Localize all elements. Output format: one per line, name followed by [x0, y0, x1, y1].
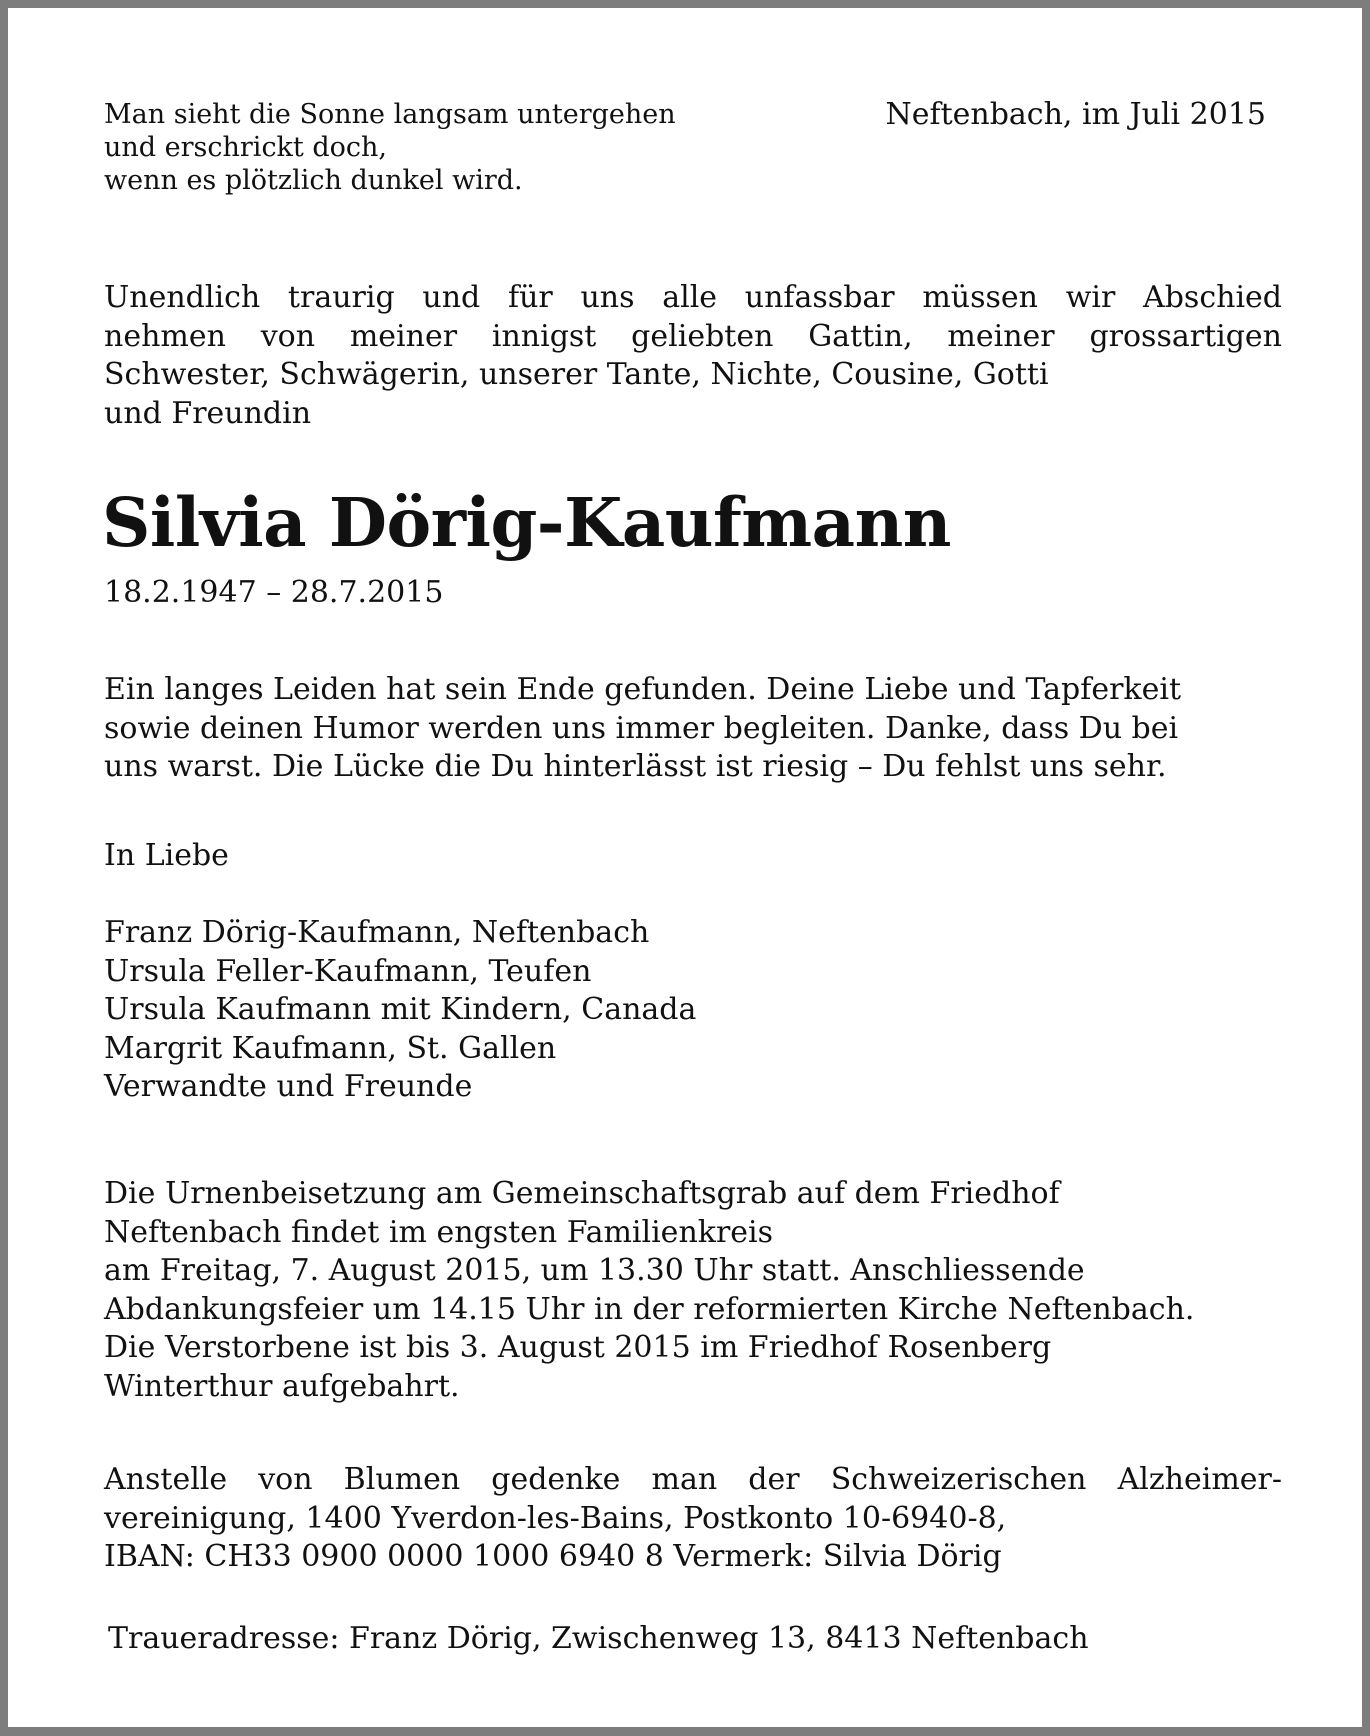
deceased-name: Silvia Dörig-Kaufmann [102, 483, 952, 562]
intro-paragraph [104, 279, 1282, 433]
burial-line: Abdankungsfeier um 14.15 Uhr in der reformierten Kirche Neftenbach. [104, 1291, 1195, 1327]
message-line: Ein langes Leiden hat sein Ende gefunden. Deine Liebe und Tapferkeit [104, 672, 1182, 707]
burial-info [104, 1175, 1282, 1406]
donation-info [104, 1461, 1282, 1577]
message-line: uns warst. Die Lücke die Du hinterlässt ist riesig – Du fehlst uns sehr. [104, 749, 1167, 784]
burial-line: am Freitag, 7. August 2015, um 13.30 Uhr statt. Anschliessende [104, 1253, 1085, 1288]
life-dates: 18.2.1947 – 28.7.2015 [104, 575, 444, 610]
signer: Franz Dörig-Kaufmann, Neftenbach [104, 915, 650, 950]
poem-line: wenn es plötzlich dunkel wird. [104, 165, 523, 196]
intro-line: Schwester, Schwägerin, unserer Tante, Nichte, Cousine, Gotti [104, 357, 1049, 392]
donation-line: IBAN: CH33 0900 0000 1000 6940 8 Vermerk: Silvia Dörig [104, 1539, 1002, 1574]
intro-line: nehmen von meiner innigst geliebten Gattin, meiner grossartigen [104, 318, 1282, 354]
signers-list [104, 914, 1282, 1107]
obituary-page [8, 8, 1362, 1727]
signer: Verwandte und Freunde [104, 1069, 473, 1104]
signer: Ursula Kaufmann mit Kindern, Canada [104, 992, 697, 1027]
signer: Margrit Kaufmann, St. Gallen [104, 1030, 557, 1066]
intro-line: und Freundin [104, 395, 312, 431]
poem [104, 98, 744, 197]
mourning-address: Traueradresse: Franz Dörig, Zwischenweg 13, 8413 Neftenbach [108, 1621, 1089, 1656]
burial-line: Winterthur aufgebahrt. [104, 1368, 460, 1404]
burial-line: Neftenbach findet im engsten Familienkreis [104, 1214, 774, 1250]
poem-line: und erschrickt doch, [104, 132, 387, 163]
donation-line: vereinigung, 1400 Yverdon-les-Bains, Postkonto 10-6940-8, [104, 1500, 1007, 1536]
signer: Ursula Feller-Kaufmann, Teufen [104, 953, 592, 989]
message-line: sowie deinen Humor werden uns immer begleiten. Danke, dass Du bei [104, 710, 1179, 746]
intro-line: Unendlich traurig und für uns alle unfassbar müssen wir Abschied [104, 280, 1282, 315]
closing: In Liebe [104, 838, 229, 873]
place-date: Neftenbach, im Juli 2015 [885, 97, 1266, 132]
burial-line: Die Urnenbeisetzung am Gemeinschaftsgrab auf dem Friedhof [104, 1176, 1060, 1211]
donation-line: Anstelle von Blumen gedenke man der Schweizerischen Alzheimer- [104, 1462, 1282, 1497]
burial-line: Die Verstorbene ist bis 3. August 2015 im Friedhof Rosenberg [104, 1330, 1052, 1365]
poem-line: Man sieht die Sonne langsam untergehen [104, 99, 676, 130]
message-paragraph [104, 671, 1282, 787]
